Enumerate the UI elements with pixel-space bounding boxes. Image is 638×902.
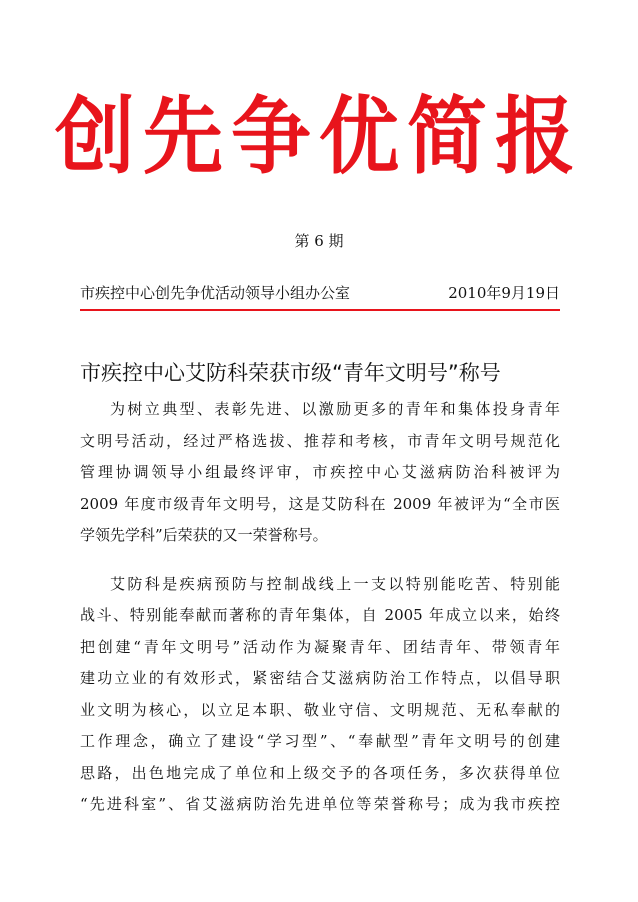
issue-date: 2010年9月19日: [448, 284, 560, 302]
paragraph-gap: [80, 552, 560, 569]
masthead-title: 创先争优简报: [55, 86, 583, 186]
issue-number: 第 6 期: [294, 232, 344, 250]
paragraph-2-line-8: “先进科室”、省艾滋病防治先进单位等荣誉称号；成为我市疾控: [80, 795, 560, 813]
red-divider: [80, 309, 560, 311]
paragraph-2-line-5: 业文明为核心，以立足本职、敬业守信、文明规范、无私奉献的: [80, 700, 560, 719]
paragraph-2-line-2: 战斗、特别能奉献而著称的青年集体，自 2005 年成立以来，始终: [80, 606, 560, 624]
paragraph-1-line-4: 2009 年度市级青年文明号，这是艾防科在 2009 年被评为“全市医: [80, 494, 560, 513]
paragraph-1-line-2: 文明号活动，经过严格选拔、推荐和考核，市青年文明号规范化: [80, 431, 560, 450]
article-body: [80, 394, 560, 821]
issuer-name: 市疾控中心创先争优活动领导小组办公室: [80, 284, 351, 302]
paragraph-1-line-1: 为树立典型、表彰先进、以激励更多的青年和集体投身青年: [110, 400, 560, 418]
issuer-line: [80, 283, 560, 303]
paragraph-2-line-7: 思路，出色地完成了单位和上级交予的各项任务，多次获得单位: [80, 763, 560, 782]
paragraph-2-line-4: 建功立业的有效形式，紧密结合艾滋病防治工作特点，以倡导职: [80, 669, 560, 687]
article-title: 市疾控中心艾防科荣获市级“青年文明号”称号: [80, 361, 501, 385]
paragraph-2-line-3: 把创建“青年文明号”活动作为凝聚青年、团结青年、带领青年: [80, 637, 560, 656]
paragraph-1-line-5: 学领先学科”后荣获的又一荣誉称号。: [80, 526, 328, 544]
paragraph-1-line-3: 管理协调领导小组最终评审，市疾控中心艾滋病防治科被评为: [80, 463, 560, 481]
paragraph-2-line-1: 艾防科是疾病预防与控制战线上一支以特别能吃苦、特别能: [110, 574, 560, 593]
paragraph-2-line-6: 工作理念，确立了建设“学习型”、“奉献型”青年文明号的创建: [80, 732, 560, 750]
